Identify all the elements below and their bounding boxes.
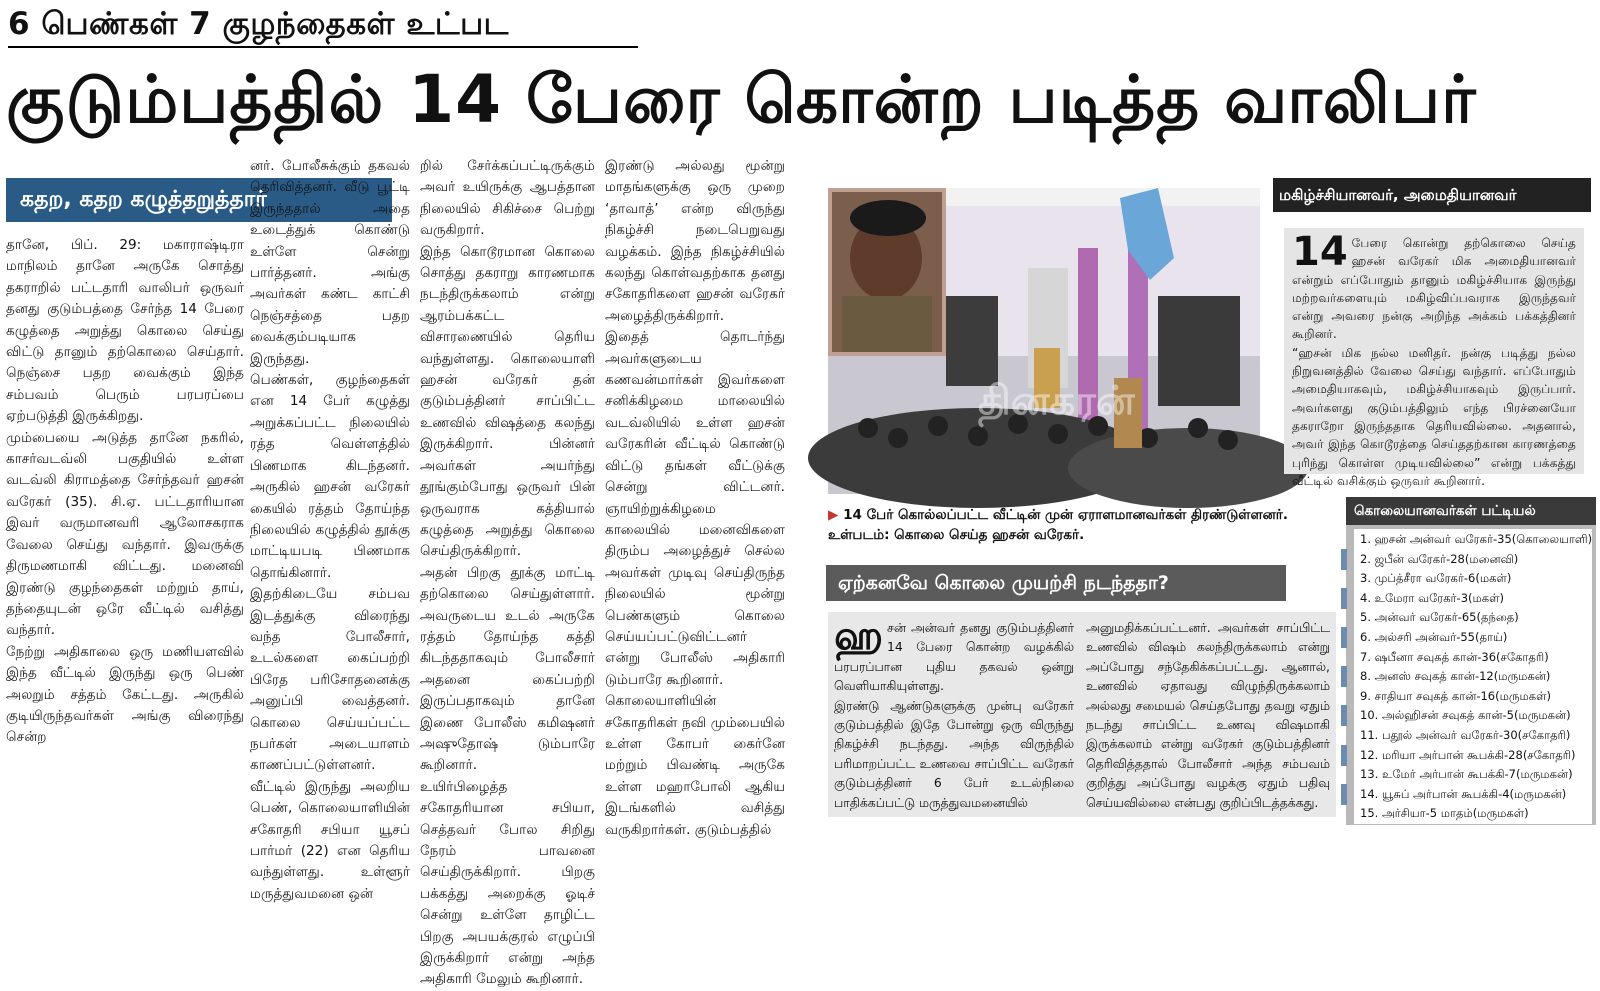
kicker-rule <box>8 46 638 48</box>
victims-list-stripe <box>1341 705 1347 726</box>
prior-column-1 <box>834 613 1074 814</box>
caption-text: 14 பேர் கொல்லப்பட்ட வீட்டின் முன் ஏராளமானவர்கள் திரண்டுள்ளனர். உள்படம்: கொலை செய்த ஹசன் வரேகர். <box>828 507 1288 543</box>
victims-list-stripe <box>1341 784 1347 805</box>
victims-list-item: 11. பதூல் அன்வர் வரேகர்-30(சகோதரி) <box>1354 725 1592 746</box>
prior-dropcap: ஹ <box>834 613 884 659</box>
victims-list-title: கொலையானவர்கள் பட்டியல் <box>1346 497 1596 525</box>
victims-list-stripe <box>1341 666 1347 687</box>
victims-list-item: 7. ஷபீனா சவுகத் கான்-36(சகோதரி) <box>1354 647 1592 668</box>
sidebar-text: பேரை கொன்று தற்கொலை செய்த ஹசன் வரேகர் மிக அமைதியானவர் என்றும் எப்போதும் தானும் மகிழ்ச்சியாக இருந்து மற்றவர்களையும் மகிழ்விப்பவராக இருந்தவர் என்று அவரை நன்கு அறிந்த அக்கம் பக்கத்தினர் கூறினர். “ஹசன் மிக நல்ல மனிதர். நன்கு படித்து நல்ல நிறுவனத்தில் வேலை செய்து வந்தார். எப்போதும் அமைதியாகவும், மகிழ்ச்சியாகவும் இருப்பார். அவர்களது குடும்பத்திலும் எந்த பிரச்னையோ தகராறோ இருந்ததாக தெரியவில்லை. அதனால், அவர் இந்த கொடூரத்தை செய்ததற்கான காரணத்தை புரிந்து கொள்ள முடியவில்லை” என்று பக்கத்து வீட்டில் வசிக்கும் ஒருவர் கூறினார். <box>1292 236 1576 488</box>
article-column-1: தானே, பிப். 29: மகாராஷ்டிரா மாநிலம் தானே அருகே சொத்து தகராறில் பட்டதாரி வாலிபர் ஒருவர் தனது குடும்பத்தை சேர்ந்த 14 பேரை கழுத்தை அறுத்து கொலை செய்து விட்டு தானும் தற்கொலை செய்தார். நெஞ்சை பதற வைக்கும் இந்த சம்பவம் பெரும் பரபரப்பை ஏற்படுத்தி இருக்கிறது. மும்பையை அடுத்த தானே நகரில், காசர்வடவ்லி பகுதியில் உள்ள வடவ்லி கிராமத்தை சேர்ந்தவர் ஹசன் வரேகர் (35). சி.ஏ. பட்டதாரியான இவர் வருமானவரி ஆலோசகராக வேலை செய்து வந்தார். இவருக்கு திருமணமாகி விட்டது. மனைவி இரண்டு குழந்தைகள் மற்றும் தாய், தந்தையுடன் ஒரே வீட்டில் வசித்து வந்தார். நேற்று அதிகாலை ஒரு மணியளவில் இந்த வீட்டில் இருந்து ஒரு பெண் அலறும் சத்தம் கேட்டது. அருகில் குடியிருந்தவர்கள் அங்கு விரைந்து சென்ற <box>6 237 244 746</box>
subhead: கதற, கதற கழுத்தறுத்தார் <box>6 178 392 222</box>
sidebar-title: மகிழ்ச்சியானவர், அமைதியானவர் <box>1273 178 1591 212</box>
victims-list-item: 15. அர்சியா-5 மாதம்(மருமகள்) <box>1354 803 1592 824</box>
photo-watermark: தினகரன் <box>978 378 1135 424</box>
photo-caption <box>828 505 1328 545</box>
prior-column-1-text: சன் அன்வர் தனது குடும்பத்தினர் 14 பேரை கொன்ற வழக்கில் பரபரப்பான புதிய தகவல் ஒன்று வெளியாகியுள்ளது. இரண்டு ஆண்டுகளுக்கு முன்பு வரேகர் குடும்பத்தில் இதே போன்று ஒரு விருந்து நிகழ்ச்சி நடந்தது. அந்த விருந்தில் பரிமாறப்பட்ட உணவை சாப்பிட்ட வரேகர் குடும்பத்தினர் 6 பேர் உடல்நிலை பாதிக்கப்பட்டு மருத்துவமனையில் <box>834 620 1074 810</box>
victims-list <box>1346 497 1596 825</box>
headline: குடும்பத்தில் 14 பேரை கொன்ற படித்த வாலிபர் <box>6 61 1477 138</box>
victims-list-item: 1. ஹசன் அன்வர் வரேகர்-35(கொலையாளி) <box>1354 529 1592 550</box>
prior-attempt-box <box>828 612 1336 817</box>
victims-list-item: 14. யூசுப் அர்பான் கூபக்கி-4(மருமகன்) <box>1354 784 1592 805</box>
victims-list-stripe <box>1341 588 1347 609</box>
victims-list-item: 13. உமேர் அர்பான் கூபக்கி-7(மருமகன்) <box>1354 764 1592 785</box>
victims-list-item: 8. அனஸ் சவுகத் கான்-12(மருமகன்) <box>1354 666 1592 687</box>
article-column-3: றில் சேர்க்கப்பட்டிருக்கும் அவர் உயிருக்கு ஆபத்தான நிலையில் சிகிச்சை பெற்று வருகிறார். இந்த கொடூரமான கொலை சொத்து தகராறு காரணமாக நடந்திருக்கலாம் என்று ஆரம்பக்கட்ட விசாரணையில் தெரிய வந்துள்ளது. கொலையாளி ஹசன் வரேகர் தன் குடும்பத்தினர் சாப்பிட்ட உணவில் விஷத்தை கலந்து இருக்கிறார். பின்னர் அவர்கள் அயர்ந்து தூங்கும்போது ஒருவர் பின் ஒருவராக கத்தியால் கழுத்தை அறுத்து கொலை செய்திருக்கிறார். அதன் பிறகு தூக்கு மாட்டி தற்கொலை செய்துள்ளார். அவருடைய உடல் அருகே ரத்தம் தோய்ந்த கத்தி கிடந்ததாகவும் போலீசார் அதனை கைப்பற்றி இருப்பதாகவும் தானே இணை போலீஸ் கமிஷனர் அஷுதோஷ் டும்பாரே கூறினார். உயிர்பிழைத்த சகோதரியான சபியா, செத்தவர் போல சிறிது நேரம் பாவனை செய்திருக்கிறார். பிறகு பக்கத்து அறைக்கு ஓடிச் சென்று உள்ளே தாழிட்ட பிறகு அபயக்குரல் எழுப்பி இருக்கிறார் என்று அந்த அதிகாரி மேலும் கூறினார். <box>420 158 595 988</box>
victims-list-item: 5. அன்வர் வரேகர்-65(தந்தை) <box>1354 607 1592 628</box>
article-column-4: இரண்டு அல்லது மூன்று மாதங்களுக்கு ஒரு முறை ‘தாவாத்’ என்ற விருந்து நிகழ்ச்சி நடைபெறுவது வழக்கம். இந்த நிகழ்ச்சியில் கலந்து கொள்வதற்காக தனது சகோதரிகளை ஹசன் வரேகர் அழைத்திருக்கிறார். இதைத் தொடர்ந்து அவர்களுடைய கணவன்மார்கள் இவர்களை சனிக்கிழமை மாலையில் வடவ்லியில் உள்ள ஹசன் வரேகரின் வீட்டில் கொண்டு விட்டு தங்கள் வீட்டுக்கு சென்று விட்டனர். ஞாயிற்றுக்கிழமை காலையில் மனைவிகளை திரும்ப அழைத்துச் செல்ல அவர்கள் முடிவு செய்திருந்த நிலையில் மூன்று பெண்களும் கொலை செய்யப்பட்டுவிட்டனர் என்று போலீஸ் அதிகாரி டும்பாரே கூறினார். கொலையாளியின் சகோதரிகள் நவி மும்பையில் உள்ள கோபர் கைர்னே மற்றும் பிவண்டி அருகே உள்ள மஹாபோலி ஆகிய இடங்களில் வசித்து வருகிறார்கள். குடும்பத்தில் <box>605 158 785 838</box>
sidebar-box <box>1284 228 1584 488</box>
news-photo <box>828 188 1260 494</box>
victims-list-stripe <box>1341 627 1347 648</box>
victims-list-item: 3. முப்த்சீரா வரேகர்-6(மகள்) <box>1354 568 1592 589</box>
victims-list-stripe <box>1341 549 1347 570</box>
victims-list-item: 4. உமேரா வரேகர்-3(மகள்) <box>1354 588 1592 609</box>
photo-scene <box>828 188 1260 494</box>
victims-list-item: 9. சாதியா சவுகத் கான்-16(மருமகள்) <box>1354 686 1592 707</box>
prior-attempt-title: ஏற்கனவே கொலை முயற்சி நடந்ததா? <box>826 565 1286 601</box>
prior-column-2: அனுமதிக்கப்பட்டனர். அவர்கள் சாப்பிட்ட உணவில் விஷம் கலந்திருக்கலாம் என்று அப்போது சந்தேகிக்கப்பட்டது. ஆனால், உணவில் ஏதாவது விழுந்திருக்கலாம் அல்லது சமையல் செய்தபோது தவறு ஏதும் நடந்து சாப்பிட்ட உணவு விஷமாகி இருக்கலாம் என்று வரேகர் குடும்பத்தினர் தெரிவித்ததால் போலீசார் அந்த சம்பவம் குறித்து அப்போது வழக்கு ஏதும் பதிவு செய்யவில்லை என்பது குறிப்பிடத்தக்கது. <box>1086 620 1330 810</box>
caption-marker-icon: ▶ <box>828 507 839 523</box>
victims-list-item: 2. ஜபீன் வரேகர்-28(மனைவி) <box>1354 549 1592 570</box>
victims-list-item: 12. மரியா அர்பான் கூபக்கி-28(சகோதரி) <box>1354 745 1592 766</box>
victims-list-item: 6. அல்சரி அன்வர்-55(தாய்) <box>1354 627 1592 648</box>
article-column-2: னர். போலீசுக்கும் தகவல் தெரிவித்தனர். வீடு பூட்டி இருந்ததால் அதை உடைத்துக் கொண்டு உள்ளே சென்று பார்த்தனர். அங்கு அவர்கள் கண்ட காட்சி நெஞ்சத்தை பதற வைக்கும்படியாக இருந்தது. பெண்கள், குழந்தைகள் என 14 பேர் கழுத்து அறுக்கப்பட்ட நிலையில் ரத்த வெள்ளத்தில் பிணமாக கிடந்தனர். அருகில் ஹசன் வரேகர் கையில் ரத்தம் தோய்ந்த நிலையில் கழுத்தில் தூக்கு மாட்டியபடி பிணமாக தொங்கினார். இதற்கிடையே சம்பவ இடத்துக்கு விரைந்து வந்த போலீசார், உடல்களை கைப்பற்றி பிரேத பரிசோதனைக்கு அனுப்பி வைத்தனர். கொலை செய்யப்பட்ட நபர்கள் அடையாளம் காணப்பட்டுள்ளனர். வீட்டில் இருந்து அலறிய பெண், கொலையாளியின் சகோதரி சபியா யூசப் பார்மர் (22) என தெரிய வந்துள்ளது. உள்ளூர் மருத்துவமனை ஒன் <box>250 158 410 902</box>
kicker: 6 பெண்கள் 7 குழந்தைகள் உட்பட <box>8 6 509 42</box>
victims-list-item: 10. அல்ஹிசன் சவுகத் கான்-5(மருமகன்) <box>1354 705 1592 726</box>
victims-list-stripe <box>1341 745 1347 766</box>
sidebar-dropcap: 14 <box>1292 229 1348 275</box>
